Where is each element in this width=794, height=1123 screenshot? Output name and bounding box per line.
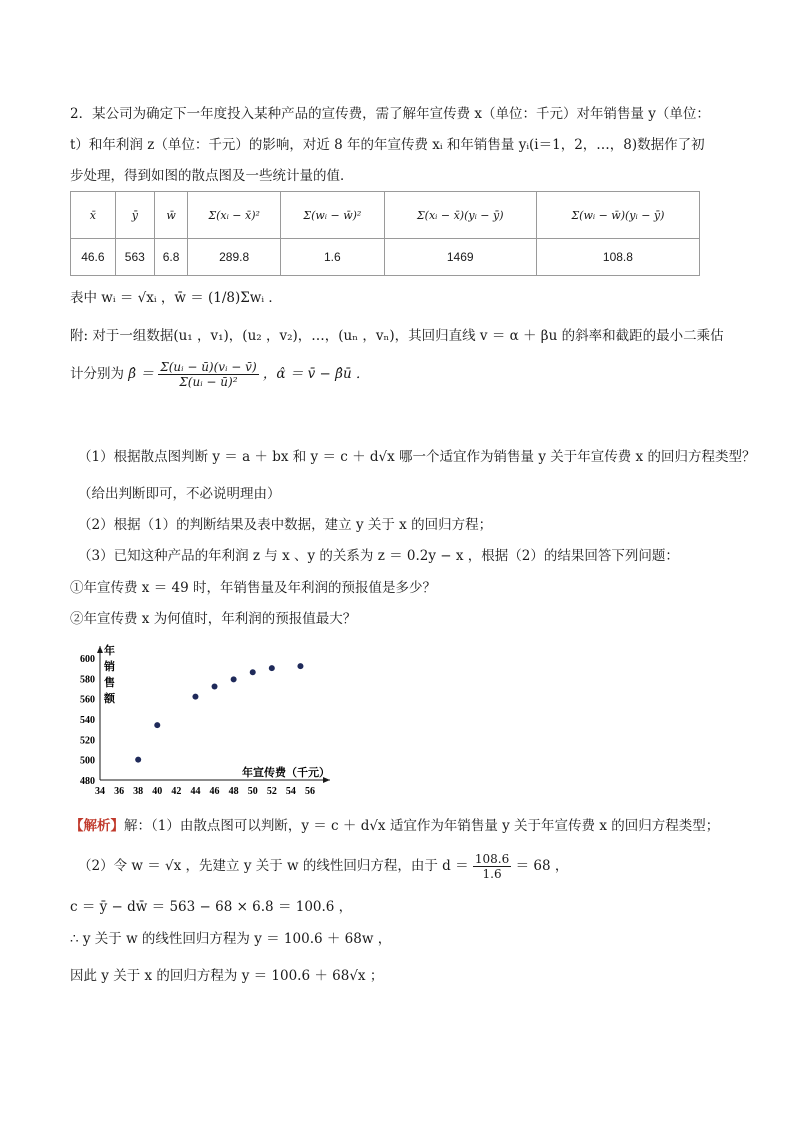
table-value-cell: 1469 bbox=[384, 239, 536, 276]
y-tick-labels bbox=[80, 654, 95, 787]
table-value-cell: 46.6 bbox=[71, 239, 116, 276]
solution-line-1 bbox=[70, 816, 730, 836]
d-fraction bbox=[473, 852, 511, 881]
solution-line-3: c ＝ ȳ − dw̄ ＝ 563 − 68 × 6.8 ＝ 100.6 ， bbox=[70, 899, 353, 915]
question-3-part-a: ①年宣传费 x ＝ 49 时，年销售量及年利润的预报值是多少？ bbox=[70, 580, 436, 596]
y-tick-label: 600 bbox=[80, 654, 95, 665]
beta-hat-label: β̂ ＝ bbox=[128, 366, 154, 382]
statistics-table bbox=[70, 191, 700, 276]
table-value-cell: 289.8 bbox=[188, 239, 281, 276]
d-numerator: 108.6 bbox=[474, 852, 510, 866]
data-point bbox=[269, 665, 275, 671]
solution-tag: 【解析】 bbox=[70, 818, 124, 834]
data-point bbox=[212, 683, 218, 689]
data-point bbox=[135, 757, 141, 763]
beta-denominator: Σ(uᵢ − ū)² bbox=[179, 375, 238, 389]
beta-numerator: Σ(uᵢ − ū)(vᵢ − v̄) bbox=[160, 360, 257, 374]
x-tick-label: 46 bbox=[209, 786, 220, 797]
solution-line-5: 因此 y 关于 x 的回归方程为 y ＝ 100.6 ＋ 68√x ； bbox=[70, 968, 384, 984]
solution-step-2-prefix: （2）令 w ＝ √x ，先建立 y 关于 w 的线性回归方程，由于 d ＝ bbox=[78, 858, 469, 874]
data-point bbox=[297, 663, 303, 669]
data-point bbox=[154, 722, 160, 728]
x-tick-label: 54 bbox=[285, 786, 296, 797]
appendix-prefix: 计分别为 bbox=[70, 366, 124, 382]
data-point bbox=[231, 676, 237, 682]
question-3: （3）已知这种产品的年利润 z 与 x 、y 的关系为 z ＝ 0.2y − x ，根据（2）的结果回答下列问题： bbox=[78, 548, 679, 564]
y-tick-label: 560 bbox=[80, 694, 95, 706]
table-header-cell: x̄ bbox=[71, 192, 116, 239]
table-header-cell: w̄ bbox=[154, 192, 187, 239]
d-denominator: 1.6 bbox=[482, 867, 502, 881]
solution-step-2-suffix: ＝ 68 ， bbox=[515, 858, 569, 874]
x-tick-labels bbox=[95, 786, 315, 797]
solution-step-1: 解：（1）由散点图可以判断，y ＝ c ＋ d√x 适宜作为年销售量 y 关于年宣传费 x 的回归方程类型； bbox=[124, 818, 720, 834]
y-tick-label: 480 bbox=[80, 776, 95, 787]
x-axis-label: 年宣传费（千元） bbox=[242, 767, 330, 779]
y-tick-label: 500 bbox=[80, 755, 95, 767]
table-value-cell: 563 bbox=[115, 239, 154, 276]
x-tick-label: 42 bbox=[171, 786, 182, 797]
x-tick-label: 38 bbox=[133, 786, 144, 797]
appendix-line-1: 附: 对于一组数据(u₁ ，v₁)，(u₂ ，v₂)，…，(uₙ ，vₙ)，其回归直线 v ＝ α ＋ βu 的斜率和截距的最小二乘估 bbox=[70, 328, 724, 344]
beta-hat-fraction bbox=[158, 360, 258, 389]
problem-intro-line-1: 2．某公司为确定下一年度投入某种产品的宣传费，需了解年宣传费 x（单位：千元）对年销售量 y（单位： bbox=[70, 106, 710, 122]
table-header-cell: Σ(xᵢ − x̄)(yᵢ − ȳ) bbox=[384, 192, 536, 239]
problem-intro-line-2: t）和年利润 z（单位：千元）的影响，对近 8 年的年宣传费 xᵢ 和年销售量 yᵢ(i＝1，2，…，8)数据作了初 bbox=[70, 137, 705, 153]
y-tick-label: 540 bbox=[80, 715, 95, 726]
plot-axes bbox=[97, 646, 330, 783]
table-value-row bbox=[71, 239, 700, 276]
x-tick-label: 44 bbox=[190, 786, 201, 797]
scatter-plot bbox=[70, 640, 350, 800]
x-tick-label: 34 bbox=[95, 786, 105, 797]
x-tick-label: 48 bbox=[228, 786, 239, 797]
table-header-cell: Σ(wᵢ − w̄)(yᵢ − ȳ) bbox=[536, 192, 699, 239]
y-axis-label: 年销售额 bbox=[104, 645, 115, 705]
data-points bbox=[135, 663, 303, 763]
x-tick-label: 40 bbox=[152, 786, 163, 797]
table-header-cell: Σ(xᵢ − x̄)² bbox=[188, 192, 281, 239]
question-1-note: （给出判断即可，不必说明理由） bbox=[78, 486, 281, 502]
solution-line-2 bbox=[78, 852, 568, 881]
table-header-cell: ȳ bbox=[115, 192, 154, 239]
problem-intro-line-3: 步处理，得到如图的散点图及一些统计量的值． bbox=[70, 168, 354, 184]
table-value-cell: 6.8 bbox=[154, 239, 187, 276]
data-point bbox=[192, 694, 198, 700]
table-value-cell: 1.6 bbox=[281, 239, 385, 276]
table-header-cell: Σ(wᵢ − w̄)² bbox=[281, 192, 385, 239]
y-tick-label: 580 bbox=[80, 674, 95, 686]
alpha-hat-formula: ，α̂ ＝ v̄ − β̂ū ． bbox=[262, 366, 370, 382]
question-2: （2）根据（1）的判断结果及表中数据，建立 y 关于 x 的回归方程； bbox=[78, 517, 493, 533]
y-axis-arrow bbox=[97, 646, 103, 653]
y-tick-label: 520 bbox=[80, 735, 95, 747]
table-note: 表中 wᵢ ＝ √xᵢ ，w̄ ＝ (1/8)Σwᵢ ． bbox=[70, 290, 282, 306]
x-tick-label: 50 bbox=[247, 786, 258, 797]
table-value-cell: 108.8 bbox=[536, 239, 699, 276]
x-tick-label: 36 bbox=[114, 786, 125, 797]
table-header-row bbox=[71, 192, 700, 239]
question-3-part-b: ②年宣传费 x 为何值时，年利润的预报值最大？ bbox=[70, 611, 357, 627]
least-squares-formula bbox=[70, 360, 369, 389]
data-point bbox=[250, 669, 256, 675]
question-1: （1）根据散点图判断 y ＝ a ＋ bx 和 y ＝ c ＋ d√x 哪一个适宜作为销售量 y 关于年宣传费 x 的回归方程类型？ bbox=[78, 449, 756, 465]
solution-line-4: ∴ y 关于 w 的线性回归方程为 y ＝ 100.6 ＋ 68w ， bbox=[70, 931, 392, 947]
x-tick-label: 56 bbox=[305, 786, 315, 797]
x-tick-label: 52 bbox=[266, 786, 277, 797]
